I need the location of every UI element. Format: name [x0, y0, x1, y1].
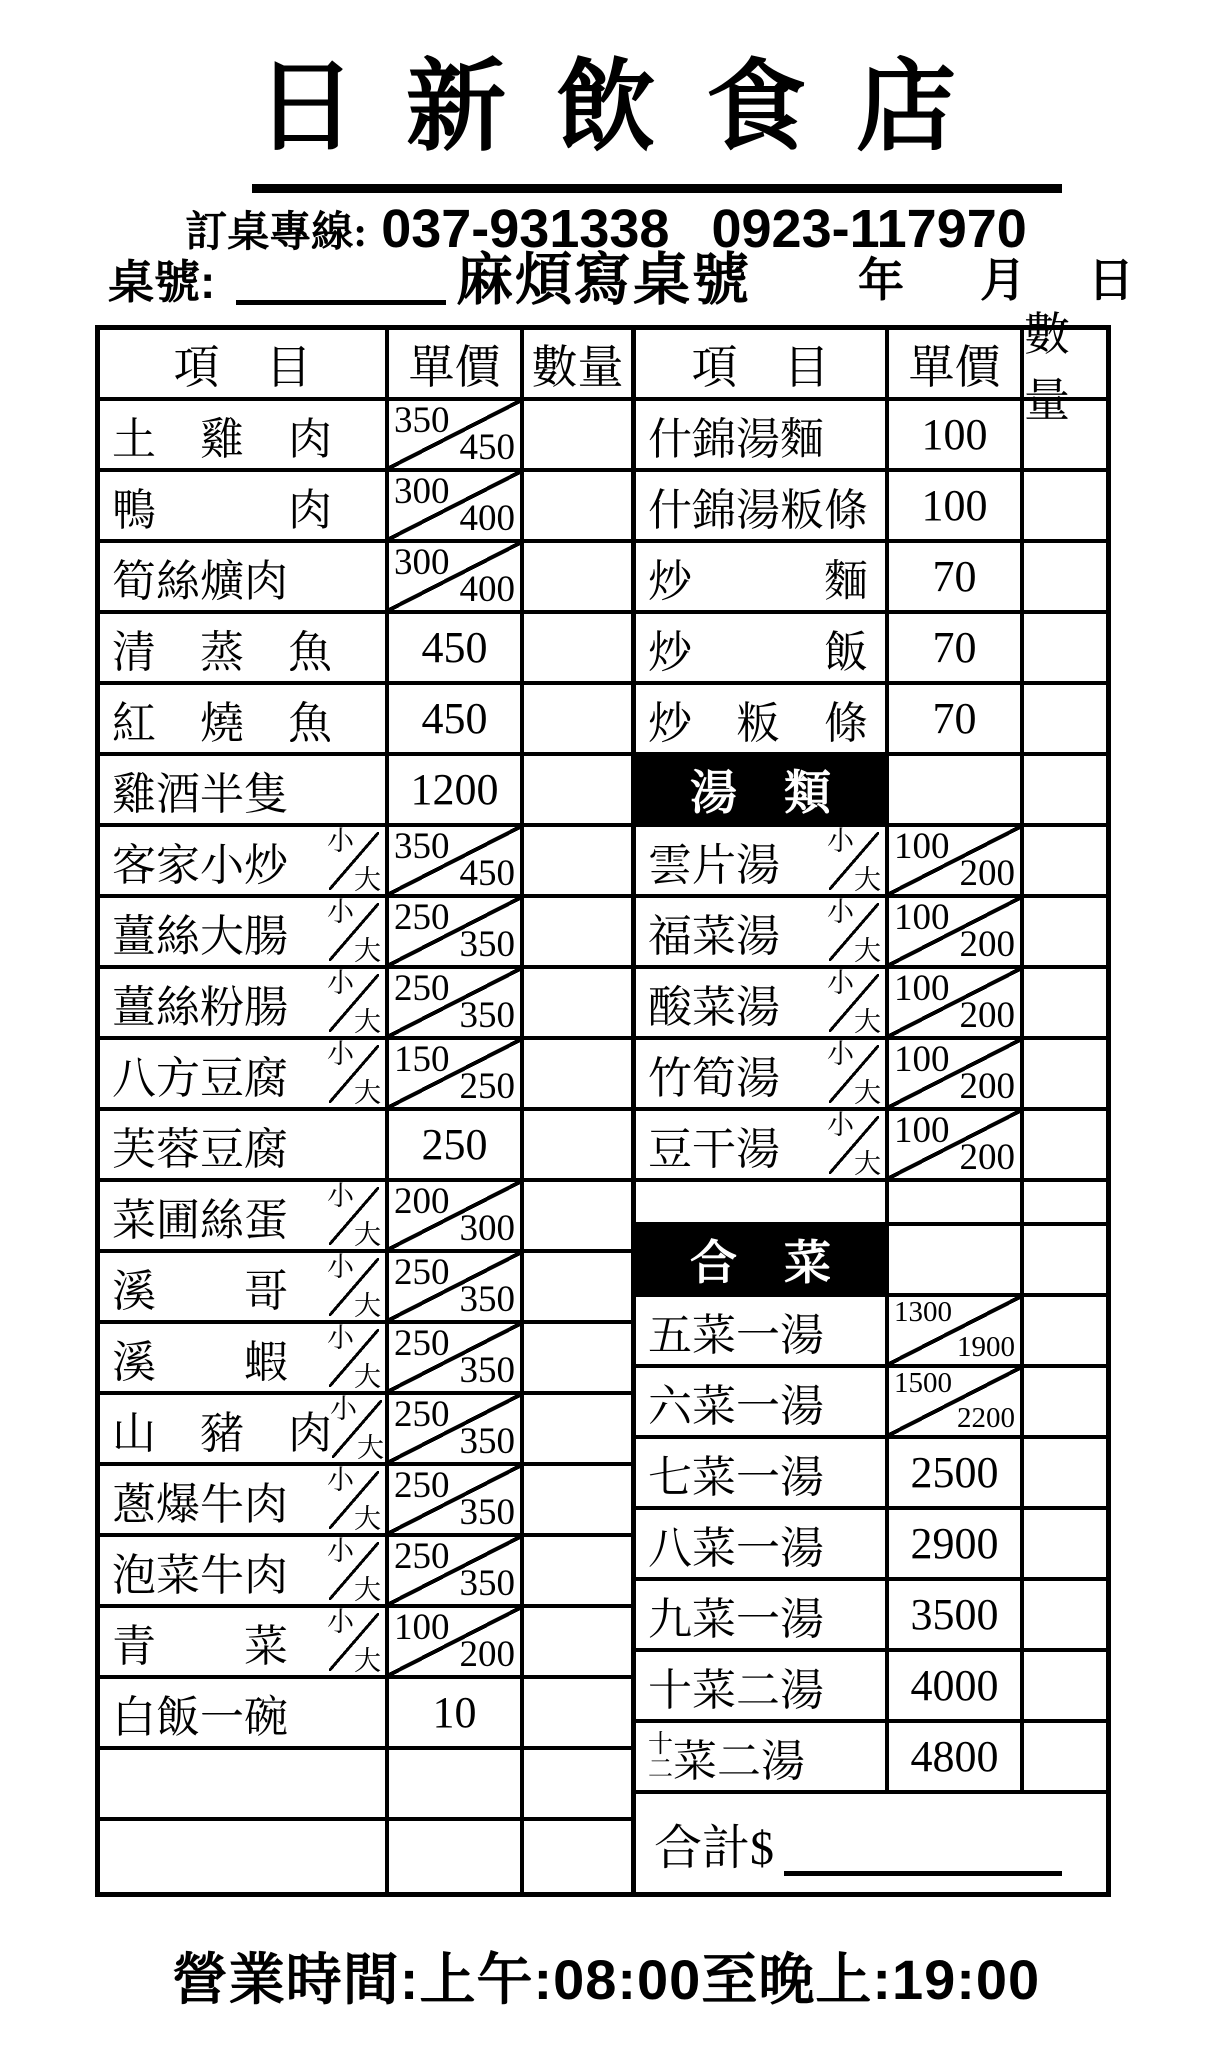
menu-item-row: [100, 1111, 631, 1182]
item-name-cell: [100, 1395, 389, 1462]
item-name-cell: [100, 472, 389, 539]
quantity-cell[interactable]: [1024, 543, 1106, 610]
unit-price-cell: [389, 1040, 524, 1107]
item-name: 五菜一湯: [648, 1310, 824, 1360]
split-price-small-large: 300 400: [389, 472, 520, 539]
unit-price-cell: [889, 1226, 1024, 1293]
unit-price-cell: 450: [389, 614, 524, 681]
unit-price-cell: [889, 756, 1024, 823]
menu-item-row: [100, 827, 631, 898]
item-name-cell: [636, 1368, 889, 1435]
item-name-cell: [636, 969, 889, 1036]
quantity-cell[interactable]: [1024, 898, 1106, 965]
quantity-cell[interactable]: [1024, 1581, 1106, 1648]
unit-price-cell: [389, 1537, 524, 1604]
menu-item-row: [100, 756, 631, 827]
item-name: 薑絲大腸: [112, 911, 288, 961]
split-price-small-large: 100 200: [889, 1111, 1020, 1178]
item-name: 雞酒半隻: [112, 769, 288, 819]
stacked-chars: 十 二: [648, 1730, 674, 1783]
size-small-large-mark: 小 大: [327, 1535, 381, 1605]
item-name: 泡菜牛肉: [112, 1550, 288, 1600]
date-day-label: 日: [1088, 254, 1134, 306]
item-name-cell: [636, 1510, 889, 1577]
item-name-cell: [100, 1111, 389, 1178]
size-small-large-mark: 小 大: [327, 896, 381, 966]
menu-item-row: [100, 1537, 631, 1608]
menu-item-row: [100, 685, 631, 756]
split-price-small-large: 100 200: [889, 827, 1020, 894]
unit-price-cell: [889, 1297, 1024, 1364]
item-name-cell: [100, 1679, 389, 1746]
unit-price-cell: 2500: [889, 1439, 1024, 1506]
quantity-cell: [1024, 1226, 1106, 1293]
empty-row: [636, 1182, 1106, 1226]
item-name-cell: [100, 1537, 389, 1604]
quantity-cell[interactable]: [1024, 1111, 1106, 1178]
item-name-cell: [100, 685, 389, 752]
item-name: 清 蒸 魚: [112, 627, 332, 677]
quantity-cell[interactable]: [1024, 969, 1106, 1036]
split-price-small-large: 350 450: [389, 401, 520, 468]
unit-price-cell: [389, 1466, 524, 1533]
table-number-label: 桌號:: [108, 256, 216, 308]
item-name: 九菜一湯: [648, 1594, 824, 1644]
size-small-large-mark: 小 大: [327, 1606, 381, 1676]
item-name-cell: [100, 1253, 389, 1320]
split-price-small-large: 100 200: [389, 1608, 520, 1675]
item-name-cell: [636, 1439, 889, 1506]
menu-item-row: [636, 1581, 1106, 1652]
quantity-cell: [1024, 756, 1106, 823]
size-small-large-mark: 小 大: [327, 1180, 381, 1250]
menu-item-row: [100, 898, 631, 969]
item-name-cell: [636, 1723, 889, 1790]
unit-price-cell: 10: [389, 1679, 524, 1746]
menu-item-row: [100, 1608, 631, 1679]
section-title: 湯 類: [636, 756, 889, 823]
quantity-cell[interactable]: [1024, 1510, 1106, 1577]
quantity-cell[interactable]: [524, 685, 631, 752]
unit-price-cell: [889, 1040, 1024, 1107]
item-name-cell: [100, 614, 389, 681]
item-name: 菜圃絲蛋: [112, 1195, 288, 1245]
item-name-cell: [100, 1750, 389, 1817]
item-name: 十 二 菜二湯: [648, 1730, 806, 1786]
quantity-cell[interactable]: [524, 1750, 631, 1817]
quantity-cell[interactable]: [524, 898, 631, 965]
item-name-cell: [100, 1040, 389, 1107]
table-header-row: [100, 330, 631, 401]
item-name-cell: [636, 898, 889, 965]
date-year-label: 年: [858, 254, 904, 306]
quantity-cell[interactable]: [524, 614, 631, 681]
quantity-cell[interactable]: [524, 1040, 631, 1107]
size-small-large-mark: 小 大: [327, 1464, 381, 1534]
item-name-cell: [100, 898, 389, 965]
quantity-cell[interactable]: [524, 1537, 631, 1604]
quantity-cell[interactable]: [524, 1608, 631, 1675]
size-small-large-mark: 小 大: [827, 1109, 881, 1179]
table-number-hint: 麻煩寫桌號: [456, 248, 751, 312]
restaurant-name: 日新飲食店: [256, 52, 1006, 163]
menu-item-row: [100, 1679, 631, 1750]
item-name: 七菜一湯: [648, 1452, 824, 1502]
menu-item-row: [100, 1395, 631, 1466]
quantity-cell[interactable]: [524, 969, 631, 1036]
item-name: 什錦湯粄條: [648, 485, 868, 535]
item-name: 雲片湯: [648, 840, 780, 890]
unit-price-cell: 4000: [889, 1652, 1024, 1719]
menu-item-row: [100, 969, 631, 1040]
table-number-blank[interactable]: [236, 300, 446, 305]
unit-price-cell: [889, 1182, 1024, 1222]
section-header-row: [636, 756, 1106, 827]
quantity-cell[interactable]: [1024, 1368, 1106, 1435]
menu-item-row: [636, 1510, 1106, 1581]
menu-item-row: [100, 1466, 631, 1537]
unit-price-cell: [389, 1750, 524, 1817]
unit-price-cell: 70: [889, 685, 1024, 752]
split-price-small-large: 250 350: [389, 969, 520, 1036]
unit-price-cell: [889, 1368, 1024, 1435]
item-name: 客家小炒: [112, 840, 288, 890]
unit-price-cell: 4800: [889, 1723, 1024, 1790]
item-name: 六菜一湯: [648, 1381, 824, 1431]
item-name: 福菜湯: [648, 911, 780, 961]
unit-price-cell: [889, 1111, 1024, 1178]
booking-hotline-label: 訂桌專線:: [185, 210, 368, 256]
split-price-small-large: 250 350: [389, 1395, 520, 1462]
item-name-cell: [100, 1821, 389, 1892]
menu-column-right: [636, 308, 1106, 1892]
split-price-small-large: 250 350: [389, 1466, 520, 1533]
item-name: 紅 燒 魚: [112, 698, 332, 748]
quantity-cell[interactable]: [1024, 685, 1106, 752]
item-name-cell: [636, 1040, 889, 1107]
unit-price-cell: [389, 1608, 524, 1675]
size-small-large-mark: 小 大: [327, 1322, 381, 1392]
quantity-cell[interactable]: [1024, 614, 1106, 681]
menu-item-row: [100, 401, 631, 472]
phone-number-2: 0923-117970: [711, 199, 1027, 259]
size-small-large-mark: 小 大: [327, 1038, 381, 1108]
price-column-header: 單價: [389, 330, 524, 397]
item-name: 酸菜湯: [648, 982, 780, 1032]
item-name: 什錦湯麵: [648, 414, 824, 464]
table-header-row: [636, 308, 1106, 426]
menu-item-row: [100, 1253, 631, 1324]
menu-item-row: [100, 1040, 631, 1111]
unit-price-cell: 450: [389, 685, 524, 752]
item-name: 白飯一碗: [112, 1692, 288, 1742]
menu-item-row: [636, 1439, 1106, 1510]
business-hours: 營業時間:上午:08:00至晚上:19:00: [171, 1948, 1041, 2011]
quantity-cell[interactable]: [1024, 472, 1106, 539]
menu-column-left: [100, 330, 636, 1892]
split-price-small-large: 150 250: [389, 1040, 520, 1107]
item-name-cell: [636, 1297, 889, 1364]
section-header-row: [636, 1226, 1106, 1297]
size-small-large-mark: 小 大: [827, 825, 881, 895]
quantity-cell[interactable]: [524, 543, 631, 610]
unit-price-cell: 100: [889, 472, 1024, 539]
size-small-large-mark: 小 大: [827, 1038, 881, 1108]
item-name: 溪 蝦: [112, 1337, 288, 1387]
quantity-column-header: 數量: [531, 341, 624, 393]
item-name-cell: [636, 685, 889, 752]
item-name-cell: [100, 827, 389, 894]
quantity-cell[interactable]: [524, 1821, 631, 1892]
unit-price-cell: [389, 1253, 524, 1320]
menu-item-row: [100, 543, 631, 614]
quantity-cell[interactable]: [1024, 1723, 1106, 1790]
menu-item-row: [636, 401, 1106, 472]
item-name-cell: [100, 401, 389, 468]
date-month-label: 月: [980, 254, 1026, 306]
item-column-header: 項 目: [100, 330, 389, 397]
quantity-cell[interactable]: [1024, 1652, 1106, 1719]
item-name-cell: [100, 1608, 389, 1675]
item-name-cell: [100, 969, 389, 1036]
item-name: 蔥爆牛肉: [112, 1479, 288, 1529]
quantity-cell[interactable]: [524, 1182, 631, 1249]
size-small-large-mark: 小 大: [827, 896, 881, 966]
item-name: 八菜一湯: [648, 1523, 824, 1573]
menu-item-row: [636, 1040, 1106, 1111]
unit-price-cell: [389, 969, 524, 1036]
item-name-cell: [636, 614, 889, 681]
item-name: 土 雞 肉: [112, 414, 332, 464]
split-price-small-large: 250 350: [389, 898, 520, 965]
item-name: 薑絲粉腸: [112, 982, 288, 1032]
title-underline: [252, 184, 1062, 193]
grand-total-blank[interactable]: [784, 1871, 1062, 1876]
size-small-large-mark: 小 大: [327, 967, 381, 1037]
item-name: 山 豬 肉: [112, 1408, 332, 1458]
split-price-small-large: 250 350: [389, 1324, 520, 1391]
unit-price-cell: [389, 472, 524, 539]
grand-total-label: 合計$: [654, 1821, 775, 1875]
item-name: 豆干湯: [648, 1124, 780, 1174]
menu-item-row: [636, 898, 1106, 969]
quantity-cell[interactable]: [1024, 1182, 1106, 1222]
item-name-cell: [100, 543, 389, 610]
menu-item-row: [636, 969, 1106, 1040]
item-name: 十菜二湯: [648, 1665, 824, 1715]
unit-price-cell: 3500: [889, 1581, 1024, 1648]
unit-price-cell: [389, 1182, 524, 1249]
quantity-cell[interactable]: [524, 1395, 631, 1462]
item-name-cell: [636, 1182, 889, 1222]
item-name: 筍絲爌肉: [112, 556, 288, 606]
quantity-cell[interactable]: [524, 1253, 631, 1320]
menu-item-row: [636, 614, 1106, 685]
menu-table: [95, 308, 1111, 1897]
unit-price-cell: [889, 969, 1024, 1036]
item-name: 炒 飯: [648, 627, 868, 677]
unit-price-cell: [389, 898, 524, 965]
item-name: 炒 粄 條: [648, 698, 868, 748]
item-name-cell: [100, 1466, 389, 1533]
menu-item-row: [636, 685, 1106, 756]
item-name: 竹筍湯: [648, 1053, 780, 1103]
quantity-cell[interactable]: [524, 1111, 631, 1178]
menu-item-row: [636, 1652, 1106, 1723]
split-price-small-large: 100 200: [889, 1040, 1020, 1107]
item-name-cell: [636, 1652, 889, 1719]
quantity-cell[interactable]: [524, 1324, 631, 1391]
menu-item-row: [100, 472, 631, 543]
item-name-cell: [636, 1581, 889, 1648]
unit-price-cell: 1200: [389, 756, 524, 823]
item-name-cell: [100, 1182, 389, 1249]
unit-price-cell: 250: [389, 1111, 524, 1178]
menu-item-row: [636, 1368, 1106, 1439]
item-name: 炒 麵: [648, 556, 868, 606]
quantity-cell[interactable]: [524, 472, 631, 539]
item-name-cell: [636, 543, 889, 610]
unit-price-cell: 2900: [889, 1510, 1024, 1577]
menu-item-row: [100, 1182, 631, 1253]
unit-price-cell: [889, 898, 1024, 965]
item-name: 溪 哥: [112, 1266, 288, 1316]
unit-price-cell: [389, 827, 524, 894]
unit-price-cell: [389, 543, 524, 610]
menu-item-row: [636, 827, 1106, 898]
item-name: 青 菜: [112, 1621, 288, 1671]
quantity-cell[interactable]: [1024, 1297, 1106, 1364]
phone-number-1: 037-931338: [381, 199, 670, 259]
section-title: 合 菜: [636, 1226, 889, 1293]
unit-price-cell: [389, 1395, 524, 1462]
unit-price-cell: [389, 1821, 524, 1892]
quantity-cell[interactable]: [1024, 1439, 1106, 1506]
unit-price-cell: 100: [889, 401, 1024, 468]
split-price-small-large: 200 300: [389, 1182, 520, 1249]
grand-total-row: [636, 1794, 1106, 1892]
empty-row: [100, 1750, 631, 1821]
quantity-cell[interactable]: [1024, 401, 1106, 468]
item-name: 芙蓉豆腐: [112, 1124, 288, 1174]
menu-item-row: [636, 1297, 1106, 1368]
split-price-small-large: 100 200: [889, 969, 1020, 1036]
item-name: 鴨 肉: [112, 485, 332, 535]
size-small-large-mark: 小 大: [330, 1393, 384, 1463]
item-name-cell: [100, 756, 389, 823]
split-price-small-large: 250 350: [389, 1253, 520, 1320]
menu-item-row: [100, 614, 631, 685]
size-small-large-mark: 小 大: [827, 967, 881, 1037]
menu-item-row: [100, 1324, 631, 1395]
quantity-cell[interactable]: [524, 827, 631, 894]
unit-price-cell: [389, 1324, 524, 1391]
quantity-cell[interactable]: [524, 756, 631, 823]
size-small-large-mark: 小 大: [327, 825, 381, 895]
split-price-small-large: 1300 1900: [889, 1297, 1020, 1364]
quantity-cell[interactable]: [1024, 827, 1106, 894]
empty-row: [100, 1821, 631, 1892]
quantity-cell[interactable]: [524, 1466, 631, 1533]
item-name-cell: [636, 401, 889, 468]
split-price-small-large: 1500 2200: [889, 1368, 1020, 1435]
unit-price-cell: 70: [889, 614, 1024, 681]
menu-item-row: [636, 1111, 1106, 1182]
quantity-cell[interactable]: [524, 401, 631, 468]
quantity-cell[interactable]: [1024, 1040, 1106, 1107]
price-column-header: 單價: [889, 330, 1024, 397]
size-small-large-mark: 小 大: [327, 1251, 381, 1321]
item-name-cell: [636, 472, 889, 539]
split-price-small-large: 300 400: [389, 543, 520, 610]
item-name-cell: [100, 1324, 389, 1391]
menu-item-row: [636, 543, 1106, 614]
menu-item-row: [636, 1723, 1106, 1794]
unit-price-cell: 70: [889, 543, 1024, 610]
item-name-cell: [636, 827, 889, 894]
menu-item-row: [636, 472, 1106, 543]
quantity-cell[interactable]: [524, 1679, 631, 1746]
split-price-small-large: 350 450: [389, 827, 520, 894]
quantity-column-header: 數量: [1024, 308, 1070, 426]
item-column-header: 項 目: [636, 330, 889, 397]
split-price-small-large: 250 350: [389, 1537, 520, 1604]
split-price-small-large: 100 200: [889, 898, 1020, 965]
unit-price-cell: [389, 401, 524, 468]
item-name: 八方豆腐: [112, 1053, 288, 1103]
unit-price-cell: [889, 827, 1024, 894]
item-name-cell: [636, 1111, 889, 1178]
